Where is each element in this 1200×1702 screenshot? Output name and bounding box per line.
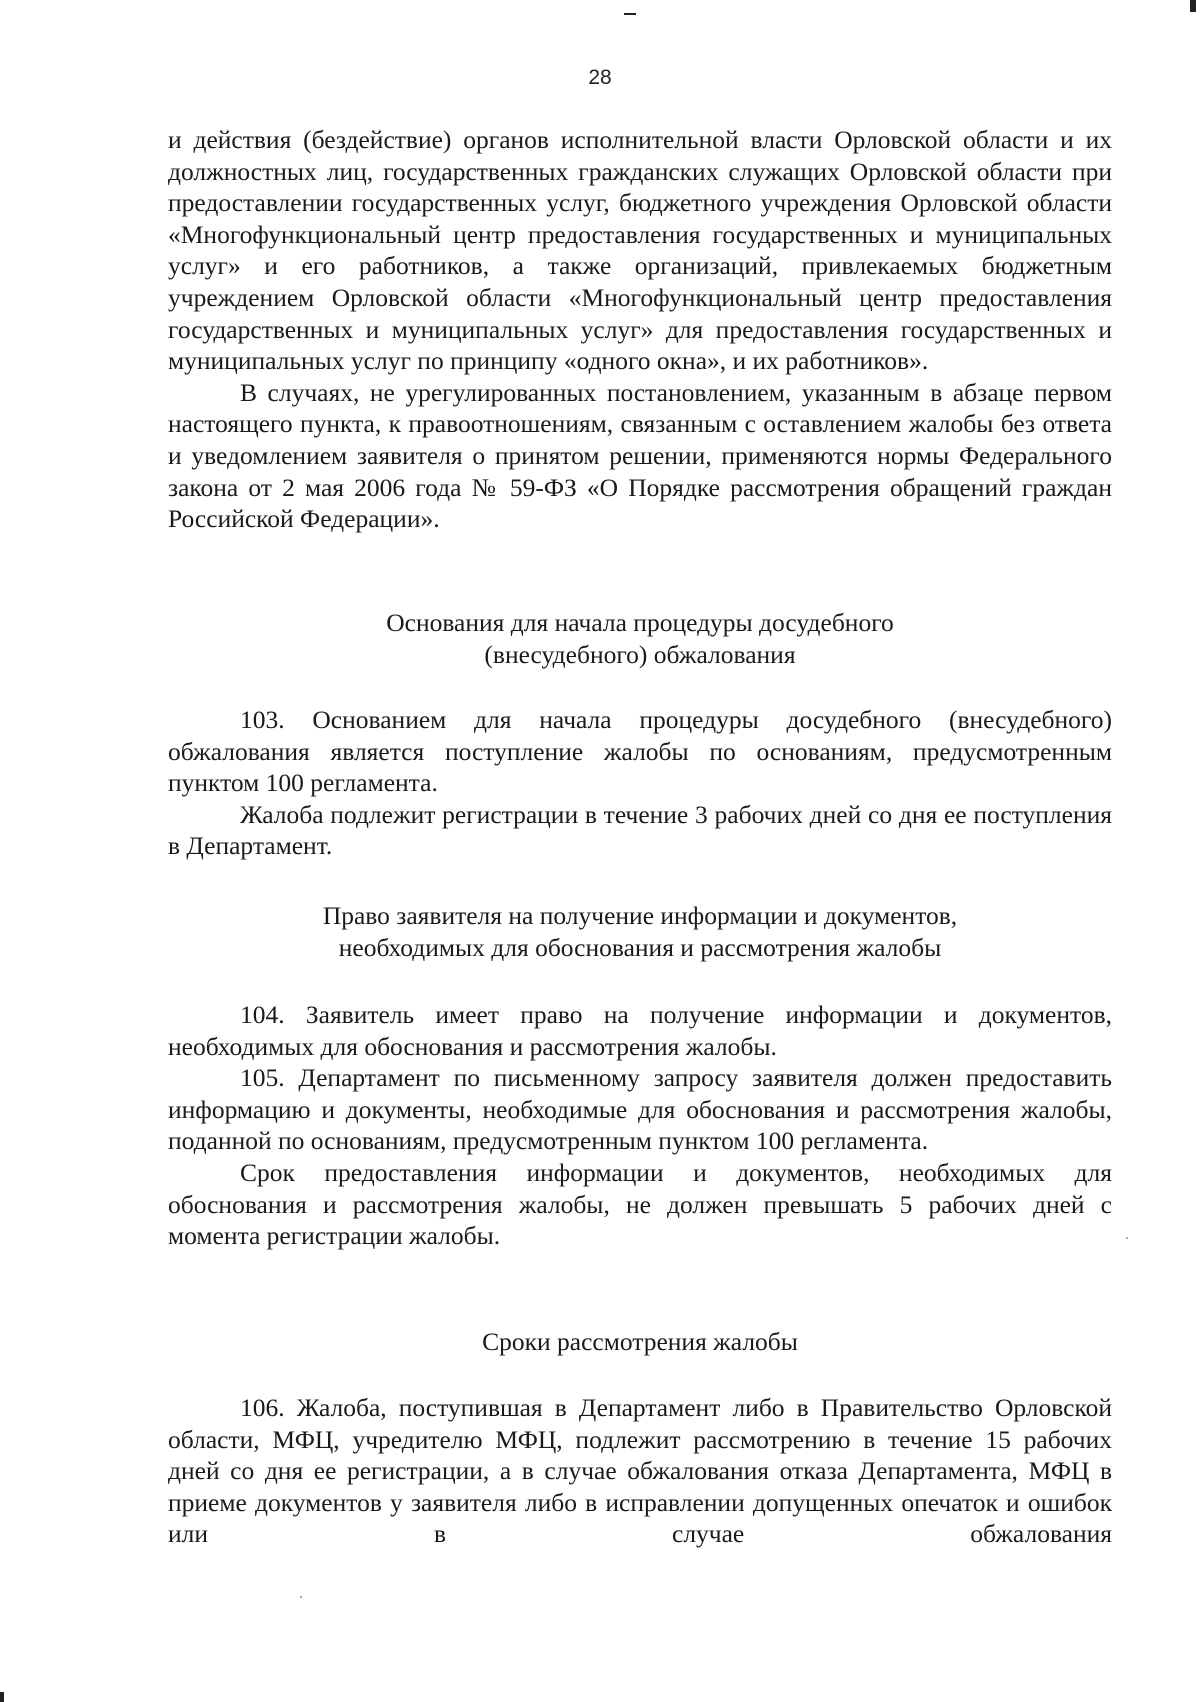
heading-line: необходимых для обоснования и рассмотрения жалобы — [338, 933, 942, 962]
heading-line: Сроки рассмотрения жалобы — [482, 1327, 798, 1356]
page-number: 28 — [588, 66, 612, 89]
paragraph-105: 105. Департамент по письменному запросу заявителя должен предоставить информацию и документы, необходимые для обоснования и рассмотрения жалобы, поданной по основаниям, предусмотренным пунктом 100 регламента. — [168, 1063, 1112, 1156]
scan-artifact-top — [624, 13, 636, 15]
paragraph-106: 106. Жалоба, поступившая в Департамент либо в Правительство Орловской области, МФЦ, учредителю МФЦ, подлежит рассмотрению в течение 15 рабочих дней со дня ее регистрации, а в случае обжалования отказа Департамента, МФЦ в приеме документов у заявителя либо в исправлении допущенных опечаток и ошибок или в случае обжалования — [168, 1393, 1112, 1549]
intro-paragraph-2: В случаях, не урегулированных постановлением, указанным в абзаце первом настоящего пункта, к правоотношениям, связанным с оставлением жалобы без ответа и уведомлением заявителя о принятом решении, применяются нормы Федерального закона от 2 мая 2006 года № 59-ФЗ «О Порядке рассмотрения обращений граждан Российской Федерации». — [168, 377, 1112, 534]
scan-artifact-bottom — [0, 1692, 4, 1702]
section-heading-appeal-grounds — [168, 607, 1112, 671]
heading-line: Право заявителя на получение информации и документов, — [322, 901, 958, 930]
section2-text — [168, 999, 1112, 1252]
section-heading-applicant-rights — [168, 900, 1112, 964]
intro-paragraph-continuation: и действия (бездействие) органов исполнительной власти Орловской области и их должностных лиц, государственных гражданских служащих Орловской области при предоставлении государственных услуг, бюджетного учреждения Орловской области «Многофункциональный центр предоставления государственных и муниципальных услуг» и его работников, а также организаций, привлекаемых бюджетным учреждением Орловской области «Многофункциональный центр предоставления государственных и муниципальных услуг» для предоставления государственных и муниципальных услуг по принципу «одного окна», и их работников». — [168, 125, 1112, 376]
scan-artifact-dot — [300, 1596, 302, 1598]
heading-line: Основания для начала процедуры досудебного — [386, 608, 894, 637]
paragraph-104: 104. Заявитель имеет право на получение информации и документов, необходимых для обоснования и рассмотрения жалобы. — [168, 1000, 1112, 1061]
heading-line: (внесудебного) обжалования — [484, 640, 796, 669]
section3-text — [168, 1392, 1112, 1550]
section1-text — [168, 704, 1112, 862]
paragraph-term: Срок предоставления информации и документов, необходимых для обоснования и рассмотрения жалобы, не должен превышать 5 рабочих дней с момента регистрации жалобы. — [168, 1157, 1112, 1251]
paragraph-registration: Жалоба подлежит регистрации в течение 3 рабочих дней со дня ее поступления в Департамент. — [168, 799, 1112, 861]
scan-artifact-corner — [1190, 0, 1196, 12]
section-heading-review-terms — [168, 1326, 1112, 1358]
paragraph-103: 103. Основанием для начала процедуры досудебного (внесудебного) обжалования является поступление жалобы по основаниям, предусмотренным пунктом 100 регламента. — [168, 705, 1112, 798]
intro-text — [168, 124, 1112, 535]
scan-artifact-dot — [1126, 1237, 1128, 1239]
